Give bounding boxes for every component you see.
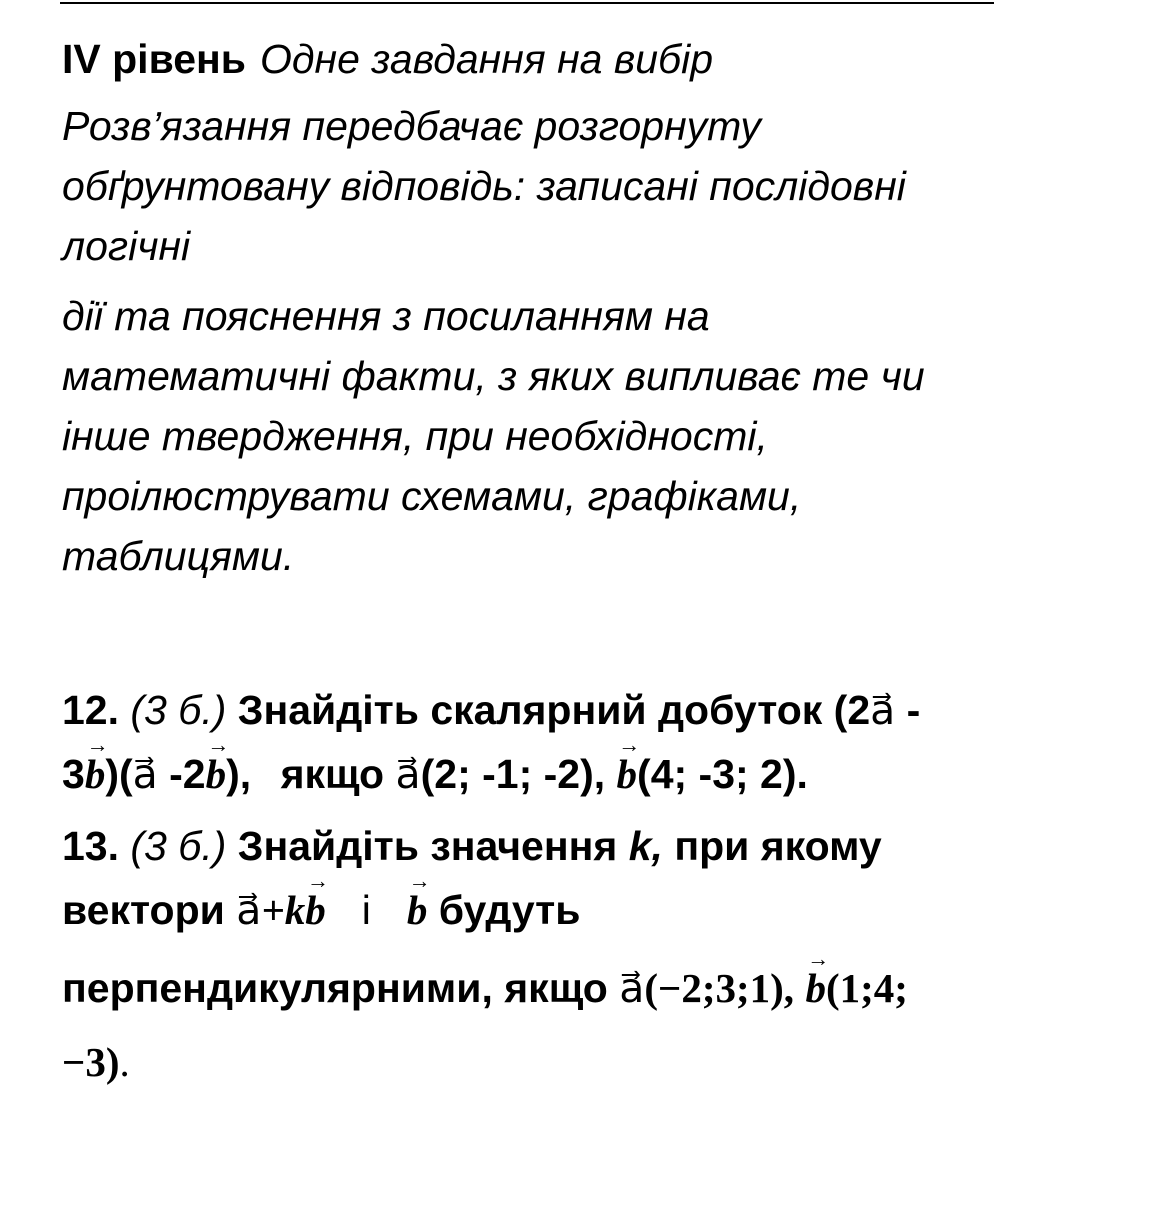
vector-b-letter: b xyxy=(406,887,428,933)
vector-b xyxy=(406,868,431,942)
vector-a: a⃗ xyxy=(619,965,645,1011)
vector-b xyxy=(205,732,230,806)
vector-arrow-icon: → xyxy=(207,732,230,757)
conjunction: і xyxy=(361,887,371,933)
instructions-line: інше твердження, при необхідності, xyxy=(62,413,768,459)
task-number: 13. xyxy=(62,823,119,869)
vector-a: a⃗ xyxy=(870,687,896,733)
vector-b-letter: b xyxy=(84,751,106,797)
vector-arrow-icon: → xyxy=(807,946,830,971)
instructions-paragraph-1 xyxy=(62,96,1122,276)
task-number: 12. xyxy=(62,687,119,733)
instructions-paragraph-2 xyxy=(62,286,1122,586)
vector-arrow-icon: → xyxy=(618,732,641,757)
vector-b-coords: (4; -3; 2). xyxy=(637,751,808,797)
vector-a-coords: (2; -1; -2), xyxy=(420,751,606,797)
vector-b-letter: b xyxy=(305,887,326,933)
task-text: Знайдіть значення xyxy=(237,823,618,869)
period: . xyxy=(119,1039,130,1085)
section-heading xyxy=(62,32,1122,86)
vector-a-coords: (−2;3;1), xyxy=(644,965,795,1011)
vector-b-letter: b xyxy=(205,751,227,797)
level-subtitle: Одне завдання на вибір xyxy=(260,36,714,82)
task-text: -2 xyxy=(157,751,206,797)
vector-b xyxy=(305,868,329,942)
vector-b xyxy=(805,946,830,1020)
variable-k: k, xyxy=(628,823,663,869)
task-text: будуть xyxy=(438,887,581,933)
task-points: (3 б.) xyxy=(130,687,227,733)
task-text: при якому xyxy=(674,823,882,869)
vector-b xyxy=(84,732,109,806)
instructions-line: дії та пояснення з посиланням на xyxy=(62,293,710,339)
instructions-line: Розв’язання передбачає розгорнуту xyxy=(62,103,761,149)
task-13 xyxy=(62,814,1122,1094)
instructions-line: математичні факти, з яких випливає те чи xyxy=(62,353,925,399)
plus-k: +k xyxy=(261,887,306,933)
vector-arrow-icon: → xyxy=(408,868,431,893)
instructions-line: проілюструвати схемами, графіками, xyxy=(62,473,802,519)
task-text: ), xyxy=(226,751,252,797)
instructions-line: обґрунтовану відповідь: записані послідовні xyxy=(62,163,906,209)
vector-b-letter: b xyxy=(616,751,638,797)
instructions-line: логічні xyxy=(62,223,191,269)
vector-b-coords-end: −3) xyxy=(62,1039,120,1085)
task-text: )( xyxy=(105,751,133,797)
vector-arrow-icon: → xyxy=(86,732,109,757)
task-points: (3 б.) xyxy=(130,823,227,869)
vector-a: a⃗ xyxy=(236,887,262,933)
level-title: IV рівень xyxy=(62,36,246,82)
vector-b-letter: b xyxy=(805,965,826,1011)
vector-a: a⃗ xyxy=(132,751,158,797)
task-text: 3 xyxy=(62,751,85,797)
task-12 xyxy=(62,678,1122,806)
vector-b-coords: (1;4; xyxy=(825,965,908,1011)
top-rule xyxy=(60,2,994,4)
task-text: - xyxy=(895,687,921,733)
vector-b xyxy=(616,732,641,806)
task-text: Знайдіть скалярний добуток (2 xyxy=(237,687,871,733)
vector-a: a⃗ xyxy=(395,751,421,797)
vector-arrow-icon: → xyxy=(306,868,329,893)
instructions-line: таблицями. xyxy=(62,533,295,579)
document-body xyxy=(62,32,1122,1094)
task-text: вектори xyxy=(62,887,225,933)
task-text: якщо xyxy=(280,751,385,797)
task-text: перпендикулярними, якщо xyxy=(62,965,608,1011)
